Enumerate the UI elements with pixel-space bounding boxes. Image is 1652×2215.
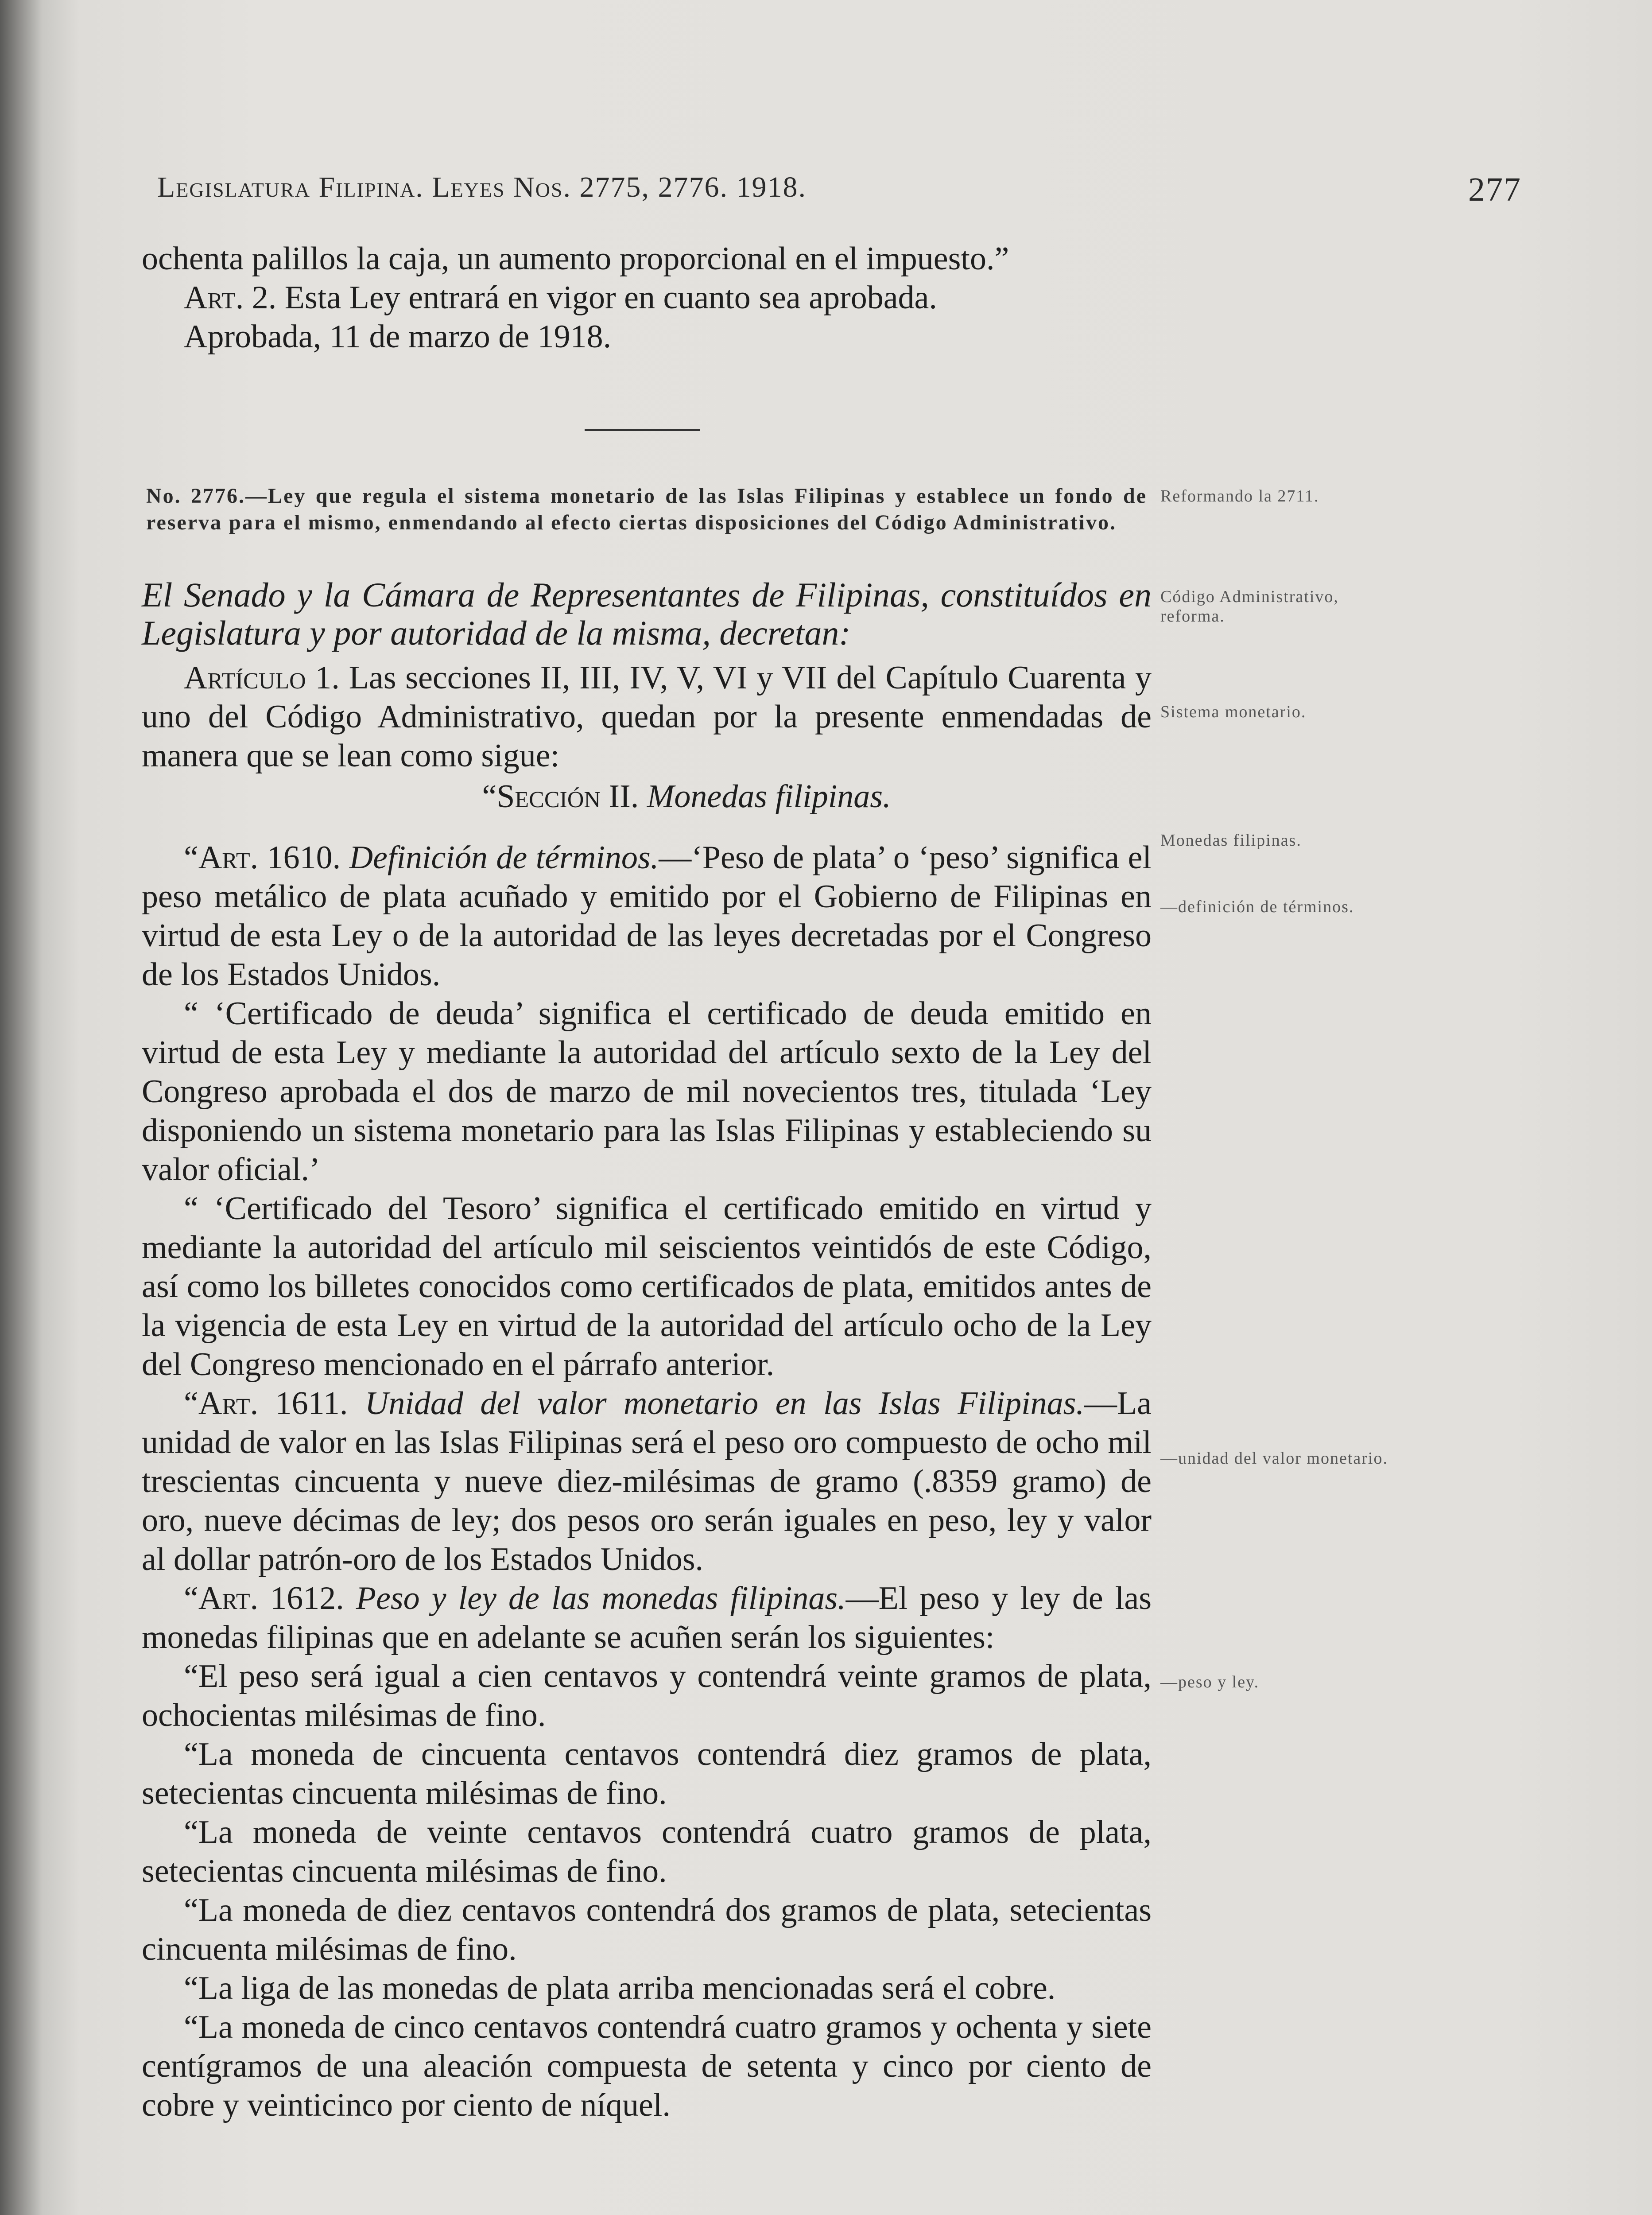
article-label: “Art. 1611. <box>184 1385 365 1422</box>
previous-law-ending <box>142 239 1152 356</box>
enacting-clause: El Senado y la Cámara de Representantes de Filipinas, constituídos en Legislatura y por autoridad de la misma, decretan: <box>142 575 1152 652</box>
article-text: —‘Peso de plata’ o ‘peso’ significa el peso metálico de plata acuñado y emitido por el Gobierno de Filipinas en virtud de esta Ley o de la autoridad de las leyes decretadas por el Congreso de los Estados Unidos. <box>142 839 1152 993</box>
article-title: Unidad del valor monetario en las Islas Filipinas. <box>365 1385 1084 1422</box>
paragraph: “La liga de las monedas de plata arriba mencionadas será el cobre. <box>184 1970 1056 2006</box>
separator-rule <box>585 429 700 431</box>
paragraph: “ ‘Certificado del Tesoro’ significa el certificado emitido en virtud y mediante la autoridad del artículo mil seiscientos veintidós de este Código, así como los billetes conocidos como certificados de plata, emitidos antes de la vigencia de esta Ley en virtud de la autoridad del artículo ocho de la Ley del Congreso mencionado en el párrafo anterior. <box>142 1190 1152 1383</box>
paragraph <box>142 1384 1152 1579</box>
section-title: Monedas filipinas. <box>647 778 891 815</box>
margin-note: —peso y ley. <box>1160 1673 1260 1691</box>
law-title: —Ley que regula el sistema monetario de las Islas Filipinas y establece un fondo de reserva para el mismo, enmendando al efecto ciertas disposiciones del Código Administrativo. <box>146 484 1148 534</box>
margin-note: Código Administrativo, reforma. <box>1160 587 1339 626</box>
article-text: —El peso y ley de las monedas filipinas que en adelante se acuñen serán los siguientes: <box>142 1580 1152 1655</box>
paragraph: “La moneda de cincuenta centavos contendrá diez gramos de plata, setecientas cincuenta milésimas de fino. <box>142 1736 1152 1811</box>
law-number: No. 2776. <box>146 484 246 508</box>
page-number: 277 <box>1468 171 1521 208</box>
article-title: Peso y ley de las monedas filipinas. <box>356 1580 846 1617</box>
margin-note: —unidad del valor monetario. <box>1160 1449 1388 1468</box>
margin-note: Sistema monetario. <box>1160 703 1307 721</box>
paragraph: “La moneda de cinco centavos contendrá cuatro gramos y ochenta y siete centígramos de una aleación compuesta de setenta y cinco por ciento de cobre y veinticinco por ciento de níquel. <box>142 2009 1152 2123</box>
paragraph: “La moneda de veinte centavos contendrá cuatro gramos de plata, setecientas cincuenta milésimas de fino. <box>142 1814 1152 1889</box>
article-text: Las secciones II, III, IV, V, VI y VII del Capítulo Cuarenta y uno del Código Administrativo, quedan por la presente enmendadas de manera que se lean como sigue: <box>142 660 1152 774</box>
paragraph <box>142 838 1152 994</box>
paragraph <box>142 1579 1152 1657</box>
paragraph <box>142 278 1152 317</box>
paragraph: ochenta palillos la caja, un aumento proporcional en el impuesto.” <box>142 241 1009 277</box>
margin-note: Monedas filipinas. <box>1160 831 1302 850</box>
paragraph: “ ‘Certificado de deuda’ significa el certificado de deuda emitido en virtud de esta Ley y mediante la autoridad del artículo sexto de la Ley del Congreso aprobada el dos de marzo de mil novecientos tres, titulada ‘Ley disponiendo un sistema monetario para las Islas Filipinas y estableciendo su valor oficial.’ <box>142 995 1152 1188</box>
paragraph: “El peso será igual a cien centavos y contendrá veinte gramos de plata, ochocientas milésimas de fino. <box>142 1658 1152 1733</box>
approval-date: Aprobada, 11 de marzo de 1918. <box>184 319 612 355</box>
section-label: “Sección II. <box>482 778 647 815</box>
margin-note: —definición de términos. <box>1160 898 1354 916</box>
article-text: Esta Ley entrará en vigor en cuanto sea aprobada. <box>276 280 937 316</box>
article-label: “Art. 1610. <box>184 839 349 876</box>
article-label: Art. 2. <box>184 280 277 316</box>
article-text: —La unidad de valor en las Islas Filipinas será el peso oro compuesto de ocho mil trescientas cincuenta y nueve diez-milésimas de gramo (.8359 gramo) de oro, nueve décimas de ley; dos pesos oro serán iguales en peso, ley y valor al dollar patrón-oro de los Estados Unidos. <box>142 1385 1152 1578</box>
law-body <box>142 576 1152 2125</box>
page-header <box>157 171 1521 219</box>
section-heading <box>221 777 1152 816</box>
paragraph <box>142 658 1152 775</box>
running-title: Legislatura Filipina. Leyes Nos. 2775, 2776. 1918. <box>157 171 807 203</box>
paragraph: “La moneda de diez centavos contendrá dos gramos de plata, setecientas cincuenta milésimas de fino. <box>142 1892 1152 1967</box>
margin-note: Reformando la 2711. <box>1160 487 1319 505</box>
law-title-block <box>146 483 1147 536</box>
article-label: Artículo 1. <box>184 660 340 696</box>
article-title: Definición de términos. <box>349 839 659 876</box>
article-label: “Art. 1612. <box>184 1580 356 1617</box>
